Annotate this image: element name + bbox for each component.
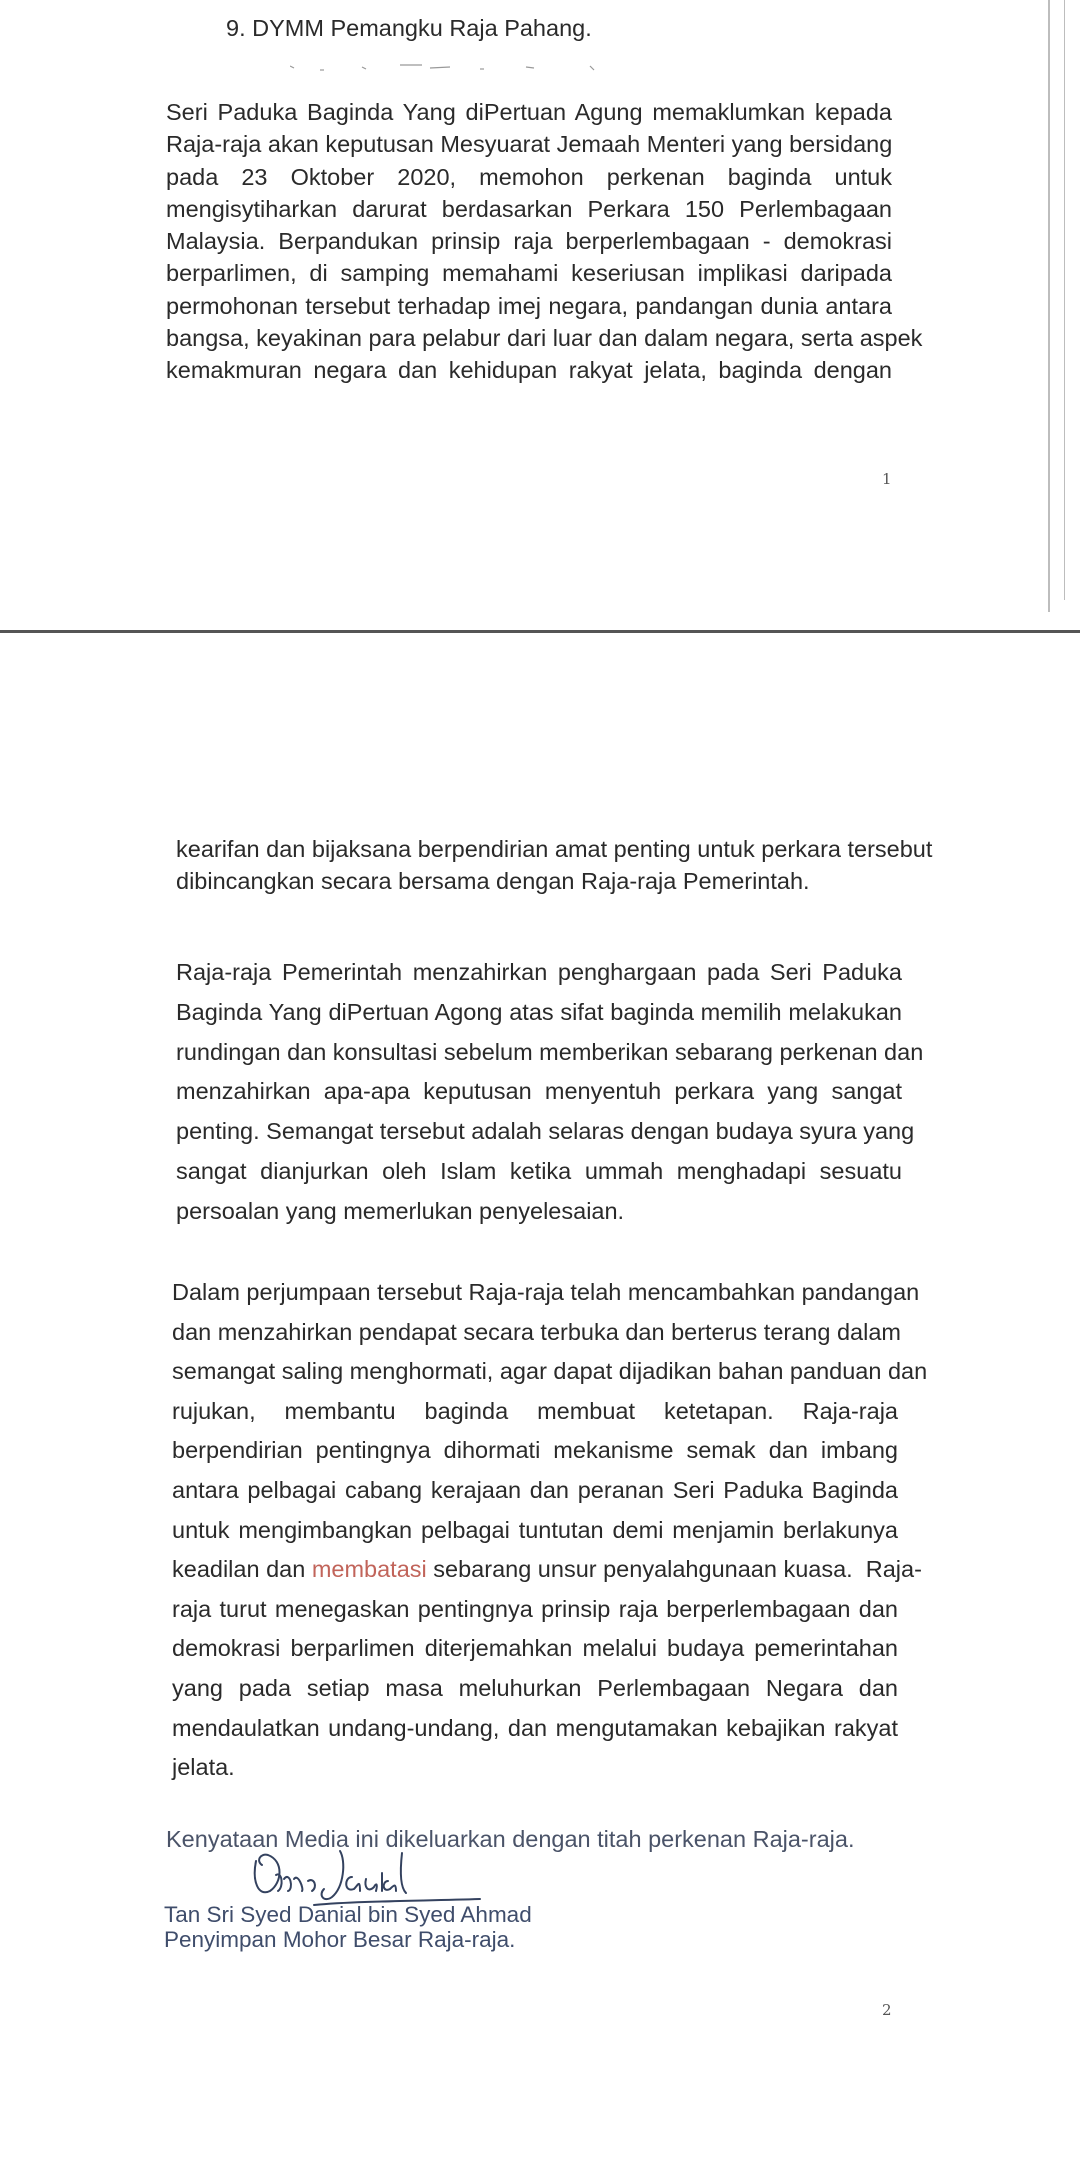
text-line: Raja-raja akan keputusan Mesyuarat Jemaah Menteri yang bersidang xyxy=(166,131,893,158)
text-line: Dalam perjumpaan tersebut Raja-raja telah mencambahkan pandangan xyxy=(172,1279,920,1305)
document-page-1 xyxy=(0,0,1080,630)
signatory-title: Penyimpan Mohor Besar Raja-raja. xyxy=(164,1927,516,1952)
paragraph-2 xyxy=(176,953,924,1232)
text-line: kemakmuran negara dan kehidupan rakyat jelata, baginda dengan xyxy=(166,357,892,384)
highlighted-word: membatasi xyxy=(311,1556,427,1583)
text-line: berparlimen, di samping memahami keseriusan implikasi daripada xyxy=(166,260,892,287)
text-line-highlighted xyxy=(172,1550,922,1590)
text-line: mengisytiharkan darurat berdasarkan Perkara 150 Perlembagaan xyxy=(166,195,892,222)
text-line: raja turut menegaskan pentingnya prinsip raja berperlembagaan dan xyxy=(172,1595,898,1622)
text-segment: keadilan dan xyxy=(172,1556,312,1583)
text-line: antara pelbagai cabang kerajaan dan peranan Seri Paduka Baginda xyxy=(172,1476,898,1503)
paragraph-continuation xyxy=(176,833,933,898)
text-line: dan menzahirkan pendapat secara terbuka dan berterus terang dalam xyxy=(172,1318,901,1345)
text-line: bangsa, keyakinan para pelabur dari luar dan dalam negara, serta aspek xyxy=(166,325,923,352)
text-line: Baginda Yang diPertuan Agong atas sifat baginda memilih melakukan xyxy=(176,998,902,1025)
closing-statement: Kenyataan Media ini dikeluarkan dengan titah perkenan Raja-raja. xyxy=(166,1826,855,1852)
text-line: dibincangkan secara bersama dengan Raja-raja Pemerintah. xyxy=(176,868,810,895)
text-line: penting. Semangat tersebut adalah selaras dengan budaya syura yang xyxy=(176,1118,915,1145)
text-line: Seri Paduka Baginda Yang diPertuan Agung memaklumkan kepada xyxy=(166,99,892,125)
scan-edge-line xyxy=(1064,0,1065,600)
text-line: persoalan yang memerlukan penyelesaian. xyxy=(176,1197,625,1224)
text-line: kearifan dan bijaksana berpendirian amat penting untuk perkara tersebut xyxy=(176,836,933,862)
text-line: Malaysia. Berpandukan prinsip raja berperlembagaan - demokrasi xyxy=(166,228,892,255)
text-line: pada 23 Oktober 2020, memohon perkenan baginda untuk xyxy=(166,163,892,190)
text-line: Raja-raja Pemerintah menzahirkan penghargaan pada Seri Paduka xyxy=(176,959,902,985)
text-segment: sebarang unsur penyalahgunaan kuasa. Raja- xyxy=(426,1556,922,1583)
text-line: rujukan, membantu baginda membuat ketetapan. Raja-raja xyxy=(172,1397,898,1424)
document-page-2 xyxy=(0,633,1080,2160)
text-line: semangat saling menghormati, agar dapat dijadikan bahan panduan dan xyxy=(172,1358,928,1385)
text-line: rundingan dan konsultasi sebelum memberikan sebarang perkenan dan xyxy=(176,1038,924,1065)
signatory-name: Tan Sri Syed Danial bin Syed Ahmad xyxy=(164,1902,532,1927)
text-line: jelata. xyxy=(172,1754,235,1781)
text-line: demokrasi berparlimen diterjemahkan melalui budaya pemerintahan xyxy=(172,1635,898,1662)
paragraph-1 xyxy=(166,96,923,387)
scan-edge-line xyxy=(1048,0,1050,612)
text-line: menzahirkan apa-apa keputusan menyentuh perkara yang sangat xyxy=(176,1078,902,1105)
text-line: permohonan tersebut terhadap imej negara, pandangan dunia antara xyxy=(166,292,892,319)
text-line: sangat dianjurkan oleh Islam ketika ummah menghadapi sesuatu xyxy=(176,1157,902,1184)
list-item-9: 9. DYMM Pemangku Raja Pahang. xyxy=(226,15,592,41)
text-line: untuk mengimbangkan pelbagai tuntutan demi menjamin berlakunya xyxy=(172,1516,898,1543)
page-number: 2 xyxy=(882,2001,892,2019)
page-number: 1 xyxy=(882,470,892,488)
paragraph-3 xyxy=(172,1273,928,1788)
scan-artifact xyxy=(290,62,620,74)
text-line: berpendirian pentingnya dihormati mekanisme semak dan imbang xyxy=(172,1437,898,1464)
text-line: yang pada setiap masa meluhurkan Perlembagaan Negara dan xyxy=(172,1674,898,1701)
text-line: mendaulatkan undang-undang, dan mengutamakan kebajikan rakyat xyxy=(172,1714,898,1741)
